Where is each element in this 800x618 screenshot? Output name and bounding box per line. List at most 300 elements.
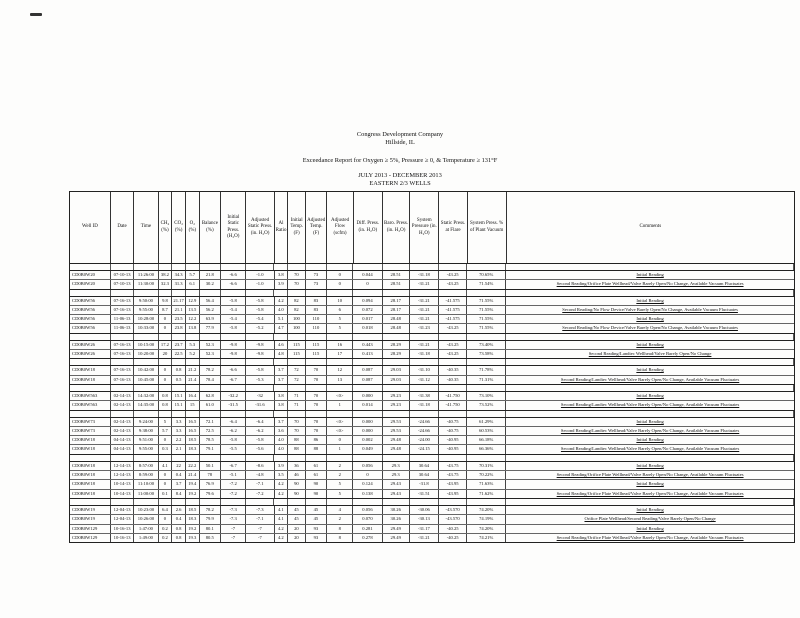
column-header: Time — [134, 192, 158, 263]
comment-cell: Initial Reading — [636, 297, 664, 303]
table-cell: -43.25 — [439, 271, 467, 279]
table-cell: <0> — [327, 418, 353, 426]
table-cell: -6.7 — [221, 462, 246, 470]
comment-cell: Second Reading/Orifice Plate Wellhead/Valve Barely Open/No Change, Available Vacuum Fluctuates — [556, 281, 744, 287]
table-cell: 0 — [159, 376, 173, 384]
table-cell: 10-16-13 — [111, 534, 134, 542]
table-cell: 10-16-13 — [111, 525, 134, 533]
table-cell: -7.3 — [221, 515, 246, 523]
table-cell: 56.2 — [200, 306, 221, 314]
well-group — [70, 341, 794, 360]
table-row — [70, 306, 794, 315]
table-cell: 1 — [327, 401, 353, 409]
table-row — [70, 418, 794, 427]
table-cell: 79.6 — [200, 490, 221, 498]
table-cell: 9:38:00 — [134, 427, 158, 435]
table-cell: 6 — [327, 306, 353, 314]
table-cell: CD0B0W129 — [70, 534, 111, 542]
table-cell: 8.4 — [172, 490, 186, 498]
table-cell: -7 — [221, 525, 246, 533]
table-cell: 07-16-13 — [111, 376, 134, 384]
table-cell: 0.056 — [353, 462, 382, 470]
table-cell: 8.7 — [159, 306, 173, 314]
table-cell: -40.75 — [439, 427, 467, 435]
table-row — [70, 427, 794, 436]
table-cell: 21.17 — [172, 297, 186, 305]
table-cell: 79.1 — [200, 445, 221, 453]
table-cell: 20 — [288, 534, 306, 542]
table-cell: 0.413 — [353, 350, 382, 358]
table-cell: 0.017 — [353, 315, 382, 323]
table-cell: 0.124 — [353, 480, 382, 488]
comment-cell: Initial Reading — [636, 506, 664, 512]
table-cell: 74.20% — [467, 525, 506, 533]
table-cell: 8:57:00 — [134, 462, 158, 470]
table-cell: 70 — [306, 418, 327, 426]
column-header: Initial Temp. (F) — [288, 192, 306, 263]
table-cell: -24.00 — [410, 436, 439, 444]
table-row — [70, 525, 794, 534]
table-cell: 4.6 — [275, 341, 289, 349]
column-header: Initial Static Press. (H₂O) — [221, 192, 246, 263]
table-cell: 5.1 — [275, 315, 289, 323]
table-cell: 14:35:00 — [134, 401, 158, 409]
table-cell: 23.5 — [172, 315, 186, 323]
comment-cell: Second Reading/Landtec Wellhead/Valve Barely Open/No Change, Available Vacuum Fluctuates — [560, 427, 740, 433]
table-cell: 29.03 — [383, 366, 410, 374]
well-group — [70, 366, 794, 385]
table-row — [70, 341, 794, 350]
table-cell: 11:26:00 — [134, 271, 158, 279]
table-cell: CD0B0W129 — [70, 525, 111, 533]
table-cell: CD0B0W18 — [70, 436, 111, 444]
table-cell: 3.7 — [172, 480, 186, 488]
table-cell: -41.575 — [439, 297, 467, 305]
table-cell: -40.95 — [439, 436, 467, 444]
table-cell: 12-14-13 — [111, 462, 134, 470]
table-cell: 4.1 — [275, 506, 289, 514]
comment-cell: Second Reading/Landtec Wellhead/Valve Barely Open/No Change — [588, 351, 712, 357]
table-cell: 10-14-13 — [111, 480, 134, 488]
column-header: Diff. Press. (in. H₂O) — [354, 192, 383, 263]
comment-cell: Initial Reading — [636, 481, 664, 487]
table-cell: 4.2 — [275, 534, 289, 542]
table-cell: 8:59:00 — [134, 471, 158, 479]
table-cell: 9:24:00 — [134, 418, 158, 426]
table-row — [70, 462, 794, 471]
table-cell: 36 — [288, 462, 306, 470]
table-cell: 29.43 — [383, 480, 410, 488]
table-cell: 4.0 — [275, 306, 289, 314]
table-cell: -5.8 — [221, 436, 246, 444]
report-section: EASTERN 2/3 WELLS — [369, 180, 431, 187]
table-cell: 07-16-13 — [111, 297, 134, 305]
table-cell: 2.6 — [172, 506, 186, 514]
comment-cell: Initial Reading — [636, 316, 664, 322]
table-cell: 0.5 — [172, 376, 186, 384]
table-cell: -31.21 — [410, 534, 439, 542]
table-cell: 16.4 — [186, 392, 200, 400]
table-cell: 0.049 — [353, 445, 382, 453]
table-cell: 3.9 — [275, 462, 289, 470]
table-cell: 2 — [327, 471, 353, 479]
table-cell: -43.95 — [439, 480, 467, 488]
table-cell: 0.044 — [353, 271, 382, 279]
table-cell: -7.3 — [246, 506, 274, 514]
table-cell: 04-14-13 — [111, 436, 134, 444]
table-cell: 28.17 — [383, 306, 410, 314]
table-cell: 5.7 — [159, 427, 173, 435]
table-cell: 93 — [306, 534, 327, 542]
table-cell: <0> — [327, 392, 353, 400]
table-cell: 19.4 — [186, 480, 200, 488]
table-cell: 61.29% — [467, 418, 506, 426]
table-cell: 21.2 — [186, 366, 200, 374]
table-cell: -43.25 — [439, 341, 467, 349]
table-cell: 3.8 — [275, 271, 289, 279]
table-cell: 3.3 — [172, 418, 186, 426]
table-cell: 45 — [306, 506, 327, 514]
table-cell: 88 — [288, 436, 306, 444]
table-row — [70, 515, 794, 524]
table-cell: 2.2 — [172, 436, 186, 444]
table-row — [70, 297, 794, 306]
table-cell: -7.1 — [246, 515, 274, 523]
table-cell: 29.49 — [383, 534, 410, 542]
table-cell: 82 — [288, 297, 306, 305]
table-cell: -7.2 — [221, 480, 246, 488]
comment-cell: Initial Reading — [636, 341, 664, 347]
comment-cell: Second Reading/No Flow Device/Valve Barely Open/No Change, Available Vacuum Fluctuates — [562, 325, 738, 331]
table-cell: 0 — [327, 271, 353, 279]
table-cell: 11-06-13 — [111, 315, 134, 323]
table-cell: 10 — [327, 297, 353, 305]
table-cell: -31.21 — [410, 341, 439, 349]
table-cell: 50.1 — [200, 462, 221, 470]
comment-cell: Initial Reading — [636, 392, 664, 398]
table-cell: CD0B0W73 — [70, 418, 111, 426]
table-cell: 0 — [159, 471, 173, 479]
table-cell: 19.2 — [186, 490, 200, 498]
table-row — [70, 506, 794, 515]
table-cell: 46 — [288, 471, 306, 479]
table-cell: 6.1 — [186, 280, 200, 288]
table-cell: 12 — [327, 366, 353, 374]
table-cell: 5 — [327, 315, 353, 323]
table-cell: 13.5 — [186, 306, 200, 314]
table-cell: -41.575 — [439, 306, 467, 314]
table-cell: -5.8 — [246, 366, 274, 374]
table-cell: -7 — [246, 534, 274, 542]
table-cell: -31.17 — [410, 525, 439, 533]
table-cell: -5.8 — [246, 297, 274, 305]
table-cell: 0 — [159, 480, 173, 488]
table-cell: 0.1 — [159, 490, 173, 498]
column-header: Al Ratio — [275, 192, 289, 263]
table-cell: 29.23 — [383, 392, 410, 400]
table-cell: -43.75 — [439, 471, 467, 479]
comment-cell: Initial Reading — [636, 418, 664, 424]
table-cell: 2 — [327, 515, 353, 523]
table-cell: 28.51 — [383, 271, 410, 279]
table-cell: CD0B0W56 — [70, 324, 111, 332]
comment-cell: Initial Reading — [636, 462, 664, 468]
column-header: CH₄ (%) — [159, 192, 173, 263]
table-cell: 32.3 — [159, 280, 173, 288]
table-cell: 0.014 — [353, 401, 382, 409]
table-cell: -6.2 — [246, 427, 274, 435]
well-group — [70, 462, 794, 499]
table-cell: 74.20% — [467, 506, 506, 514]
table-cell: 115 — [288, 341, 306, 349]
comment-cell: Orifice Plate Wellhead/Second Reading/Valve Barely Open/No Change — [584, 516, 716, 522]
table-cell: 5.2 — [186, 350, 200, 358]
table-cell: 5 — [327, 480, 353, 488]
table-cell: -9.8 — [246, 350, 274, 358]
table-cell: -40.25 — [439, 534, 467, 542]
table-cell: 30.64 — [410, 462, 439, 470]
table-cell: 71.31% — [467, 376, 506, 384]
table-cell: 11-06-13 — [111, 324, 134, 332]
table-cell: -6.2 — [221, 427, 246, 435]
table-cell: -40.75 — [439, 418, 467, 426]
table-cell: 4.0 — [275, 436, 289, 444]
well-group — [70, 506, 794, 543]
table-cell: 66.36% — [467, 445, 506, 453]
table-cell: 4 — [327, 506, 353, 514]
table-cell: 1 — [327, 445, 353, 453]
table-cell: 3.8 — [275, 401, 289, 409]
table-cell: 3.7 — [275, 376, 289, 384]
table-cell: 4.2 — [275, 297, 289, 305]
table-cell: CD0B0W56 — [70, 315, 111, 323]
table-cell: -6.7 — [221, 376, 246, 384]
table-cell: 72.1 — [200, 418, 221, 426]
table-cell: -9.8 — [221, 341, 246, 349]
table-cell: CD0B0W19 — [70, 506, 111, 514]
table-cell: 1:47:00 — [134, 525, 158, 533]
table-cell: 0.281 — [353, 525, 382, 533]
table-cell: -6.6 — [221, 271, 246, 279]
column-header: System Press. % of Plant Vacuum — [468, 192, 507, 263]
table-cell: 10:45:00 — [134, 376, 158, 384]
table-cell: -40.35 — [439, 376, 467, 384]
table-cell: 30.26 — [383, 506, 410, 514]
table-cell: 28.51 — [383, 280, 410, 288]
table-cell: 61.0 — [200, 401, 221, 409]
group-separator — [70, 334, 794, 341]
report-title: Exceedance Report for Oxygen ≥ 5%, Pressure ≥ 0, & Temperature ≥ 131°F — [302, 157, 498, 164]
table-cell: 78.2 — [200, 506, 221, 514]
table-cell: 70 — [306, 427, 327, 435]
table-cell: 6.4 — [159, 506, 173, 514]
table-cell: 10:20:00 — [134, 350, 158, 358]
table-cell: 0.8 — [172, 525, 186, 533]
table-cell: -31.38 — [410, 392, 439, 400]
table-cell: 02-14-13 — [111, 418, 134, 426]
column-header: System Pressure (in. H₂O) — [410, 192, 439, 263]
table-cell: CD0B0W563 — [70, 401, 111, 409]
table-cell: 83 — [306, 306, 327, 314]
table-cell: 70 — [306, 366, 327, 374]
table-cell: 29.53 — [383, 427, 410, 435]
table-cell: 71 — [288, 392, 306, 400]
table-cell: 15.1 — [172, 392, 186, 400]
comment-cell: Initial Reading — [636, 367, 664, 373]
table-cell: 29.3 — [383, 462, 410, 470]
table-cell: 10:33:00 — [134, 324, 158, 332]
table-cell: -31.18 — [410, 350, 439, 358]
group-separator — [70, 411, 794, 418]
table-cell: 28.29 — [383, 341, 410, 349]
table-cell: CD0B0W18 — [70, 445, 111, 453]
table-cell: -41.575 — [439, 315, 467, 323]
table-cell: 10:15:00 — [134, 341, 158, 349]
column-header: Balance (%) — [200, 192, 221, 263]
table-cell: 4.1 — [275, 515, 289, 523]
table-cell: 29.3 — [383, 471, 410, 479]
table-row — [70, 490, 794, 498]
comment-cell: Second Reading/Orifice Plate Wellhead/Valve Barely Open/No Change, Available Vacuum Fluctuates — [556, 490, 744, 496]
table-cell: -43.570 — [439, 515, 467, 523]
table-cell: 02-14-13 — [111, 427, 134, 435]
table-cell: CD0B0W18 — [70, 490, 111, 498]
table-cell: 79.9 — [200, 515, 221, 523]
table-row — [70, 436, 794, 445]
table-cell: 13.8 — [186, 324, 200, 332]
table-cell: -43.95 — [439, 490, 467, 498]
table-cell: 70.22% — [467, 471, 506, 479]
table-cell: 17 — [327, 350, 353, 358]
table-cell: 52.3 — [200, 350, 221, 358]
table-cell: 38.2 — [159, 271, 173, 279]
table-cell: CD0B0W18 — [70, 471, 111, 479]
table-cell: 8 — [327, 525, 353, 533]
table-cell: 90 — [306, 480, 327, 488]
table-cell: 4.2 — [275, 480, 289, 488]
table-cell: 71.78% — [467, 366, 506, 374]
table-body — [70, 264, 794, 543]
table-cell: -4.8 — [246, 471, 274, 479]
table-cell: 21.8 — [200, 271, 221, 279]
table-row — [70, 471, 794, 480]
comment-cell: Initial Reading — [636, 525, 664, 531]
table-cell: 2 — [327, 462, 353, 470]
table-row — [70, 324, 794, 332]
table-cell: 22 — [172, 462, 186, 470]
table-cell: -5.2 — [246, 324, 274, 332]
table-cell: 0.056 — [353, 506, 382, 514]
table-cell: 13 — [327, 376, 353, 384]
table-cell: 0 — [327, 436, 353, 444]
column-header: Baro. Press. (in. H₂O) — [383, 192, 410, 263]
table-cell: 0.8 — [172, 366, 186, 374]
table-cell: -1.0 — [246, 280, 274, 288]
group-separator — [70, 290, 794, 297]
table-cell: -41.750 — [439, 401, 467, 409]
table-cell: 60.53% — [467, 427, 506, 435]
table-cell: -5.6 — [246, 445, 274, 453]
comment-cell: Initial Reading — [636, 272, 664, 277]
table-cell: CD0B0W563 — [70, 392, 111, 400]
table-cell: 8 — [327, 534, 353, 542]
table-cell: -31.10 — [410, 366, 439, 374]
table-cell: 9:55:00 — [134, 306, 158, 314]
table-cell: -30.13 — [410, 515, 439, 523]
table-cell: 0 — [159, 366, 173, 374]
table-cell: 80.5 — [200, 534, 221, 542]
table-cell: -32 — [246, 392, 274, 400]
table-cell: 04-14-13 — [111, 445, 134, 453]
table-cell: 9:51:00 — [134, 436, 158, 444]
table-cell: CD0B0W56 — [70, 297, 111, 305]
table-cell: 29.03 — [383, 376, 410, 384]
table-cell: -43.75 — [439, 462, 467, 470]
table-cell: 45 — [288, 506, 306, 514]
column-header: CO₂ (%) — [172, 192, 186, 263]
table-cell: -5.8 — [246, 306, 274, 314]
table-cell: 74.21% — [467, 534, 506, 542]
table-cell: 31.3 — [172, 280, 186, 288]
table-cell: 29.48 — [383, 445, 410, 453]
table-cell: -41.750 — [439, 392, 467, 400]
table-cell: 0 — [159, 515, 173, 523]
table-cell: 18.5 — [186, 506, 200, 514]
table-cell: 73.10% — [467, 392, 506, 400]
table-cell: 3.5 — [275, 471, 289, 479]
table-cell: 30.64 — [410, 471, 439, 479]
table-cell: 0 — [353, 280, 382, 288]
table-cell: 29.53 — [383, 418, 410, 426]
table-cell: -7.2 — [221, 490, 246, 498]
table-cell: 52.3 — [200, 341, 221, 349]
table-cell: 02-14-13 — [111, 392, 134, 400]
well-group — [70, 392, 794, 411]
table-cell: CD0B0W26 — [70, 350, 111, 358]
table-cell: -5.8 — [221, 297, 246, 305]
table-cell: 11:00:00 — [134, 490, 158, 498]
table-cell: 4.2 — [275, 490, 289, 498]
table-cell: -32.2 — [221, 392, 246, 400]
table-cell: 10:42:00 — [134, 366, 158, 374]
table-cell: -5.5 — [221, 445, 246, 453]
table-cell: 90 — [288, 490, 306, 498]
table-cell: -5.8 — [246, 436, 274, 444]
table-cell: -31.21 — [410, 297, 439, 305]
table-cell: 71 — [288, 401, 306, 409]
table-cell: -6.4 — [246, 418, 274, 426]
table-cell: 115 — [288, 350, 306, 358]
table-cell: -6.4 — [221, 418, 246, 426]
table-cell: 0.018 — [353, 324, 382, 332]
table-cell: 0.000 — [353, 418, 382, 426]
table-cell: 29.48 — [383, 436, 410, 444]
table-cell: 0.000 — [353, 392, 382, 400]
table-cell: -6.6 — [221, 280, 246, 288]
table-header — [70, 192, 794, 264]
column-header: Comments — [639, 224, 662, 230]
table-cell: 0.4 — [172, 471, 186, 479]
table-cell: 0 — [327, 280, 353, 288]
table-cell: -31.23 — [410, 324, 439, 332]
table-cell: CD0B0W18 — [70, 366, 111, 374]
well-group — [70, 271, 794, 290]
table-cell: 19.2 — [186, 525, 200, 533]
table-cell: -6.6 — [221, 366, 246, 374]
table-cell: 23.8 — [172, 324, 186, 332]
table-cell: -7 — [246, 525, 274, 533]
table-row — [70, 480, 794, 489]
